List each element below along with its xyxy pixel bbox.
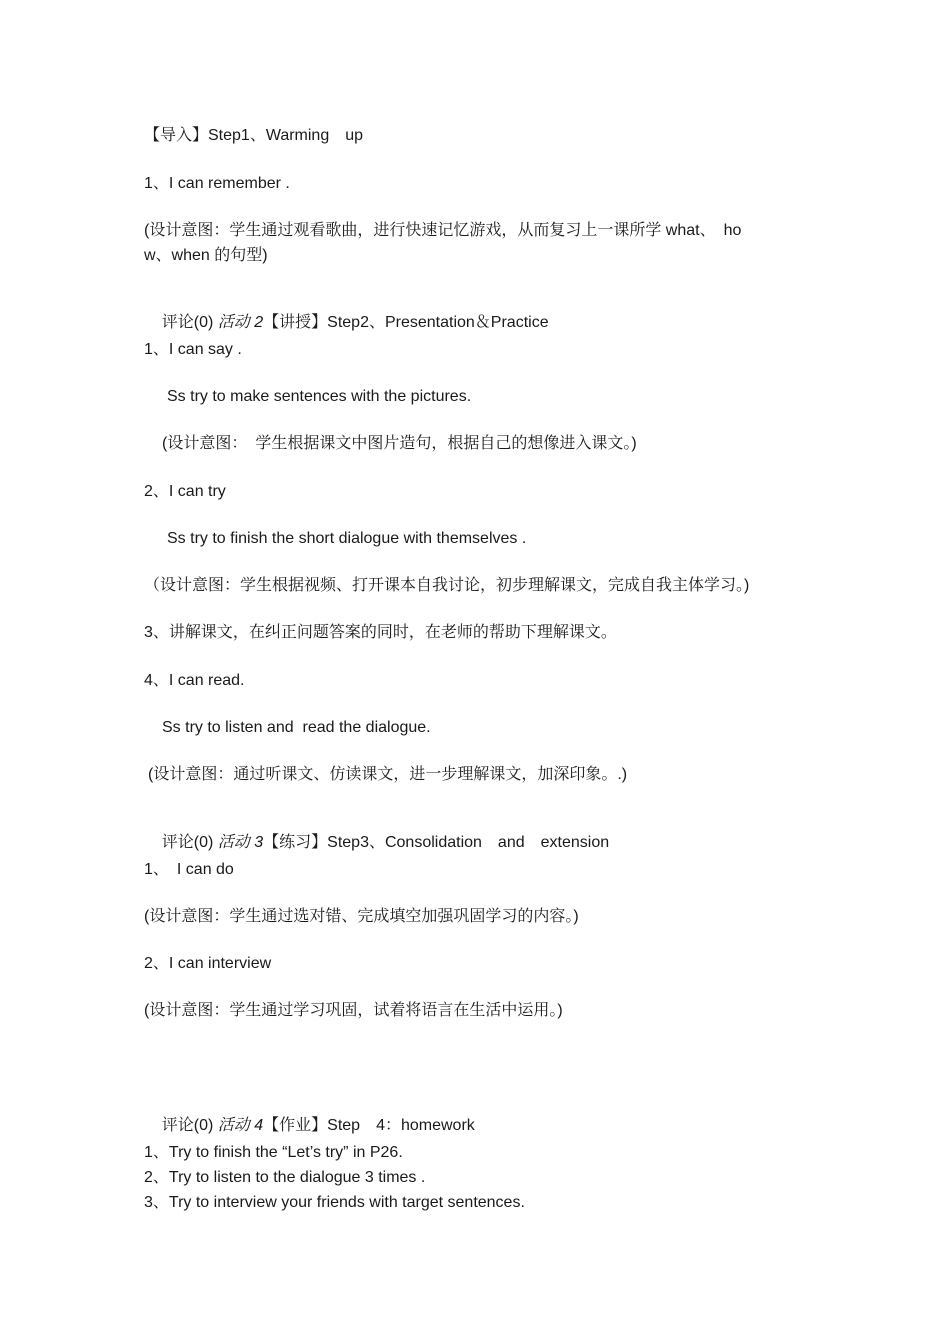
a2-item-1-note: (设计意图： 学生根据课文中图片造句，根据自己的想像进入课文。) — [162, 435, 637, 452]
a2-item-2-detail: Ss try to finish the short dialogue with themselves . — [167, 530, 527, 547]
a4-item-2: 2、Try to listen to the dialogue 3 times . — [144, 1169, 426, 1186]
a2-item-2-note: （设计意图：学生根据视频、打开课本自我讨论，初步理解课文，完成自我主体学习。) — [144, 577, 750, 594]
activity-label: 活动 4 — [217, 1117, 264, 1134]
a2-item-3: 3、讲解课文，在纠正问题答案的同时，在老师的帮助下理解课文。 — [144, 624, 617, 641]
comment-link[interactable]: 评论(0) — [161, 1117, 218, 1134]
a2-item-2: 2、I can try — [144, 483, 226, 500]
a3-item-1-note: (设计意图：学生通过选对错、完成填空加强巩固学习的内容。) — [144, 908, 579, 925]
a4-item-3: 3、Try to interview your friends with target sentences. — [144, 1194, 525, 1211]
a2-item-4-note: (设计意图：通过听课文、仿读课文，进一步理解课文，加深印象。.) — [148, 766, 628, 783]
intro-item-1: 1、I can remember . — [144, 175, 290, 192]
intro-heading: 【导入】Step1、Warming up — [144, 127, 364, 144]
comment-link[interactable]: 评论(0) — [161, 834, 218, 851]
a2-item-1: 1、I can say . — [144, 341, 242, 358]
a3-item-2-note: (设计意图：学生通过学习巩固，试着将语言在生活中运用。) — [144, 1002, 563, 1019]
a3-item-2: 2、I can interview — [144, 955, 272, 972]
activity-label: 活动 2 — [217, 314, 264, 331]
a4-item-1: 1、Try to finish the “Let’s try” in P26. — [144, 1144, 403, 1161]
section-title: 【练习】Step3、Consolidation and extension — [263, 834, 610, 851]
section-title: 【讲授】Step2、Presentation＆Practice — [263, 314, 549, 331]
comment-link[interactable]: 评论(0) — [161, 314, 218, 331]
a2-item-4-detail: Ss try to listen and read the dialogue. — [162, 719, 431, 736]
a2-item-1-detail: Ss try to make sentences with the pictures. — [167, 388, 472, 405]
intro-note-line-2: w、when 的句型) — [144, 247, 268, 264]
section-title: 【作业】Step 4：homework — [263, 1117, 475, 1134]
intro-note-line-1: (设计意图：学生通过观看歌曲，进行快速记忆游戏，从而复习上一课所学 what、 ho — [144, 222, 742, 239]
a2-item-4: 4、I can read. — [144, 672, 245, 689]
a3-item-1: 1、 I can do — [144, 861, 234, 878]
activity-label: 活动 3 — [217, 834, 264, 851]
